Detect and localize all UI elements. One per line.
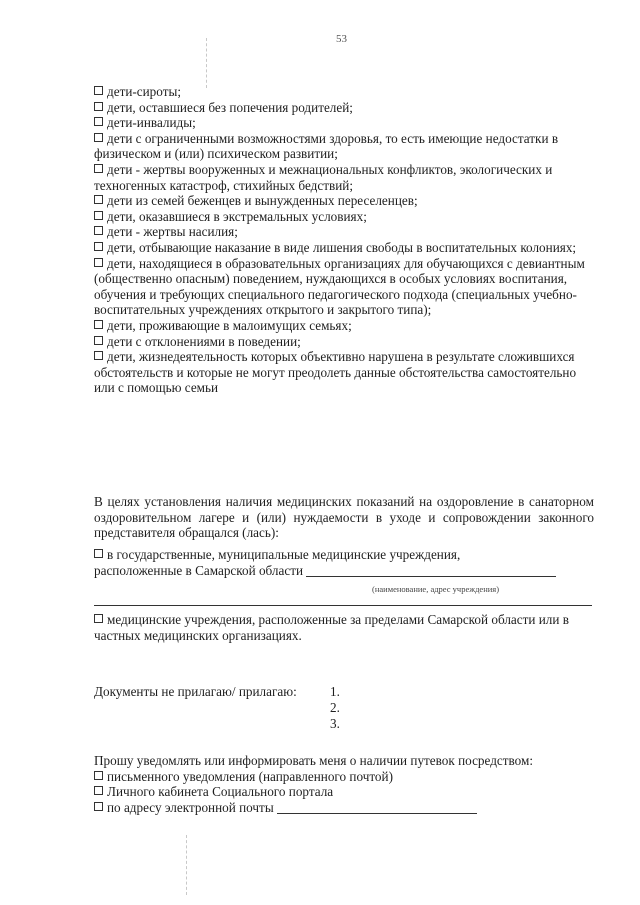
notify-section: [94, 753, 594, 815]
checkbox-icon[interactable]: [94, 211, 103, 220]
medical-option-state: в государственные, муниципальные медицинские учреждения, расположенные в Самарской области: [94, 547, 594, 578]
document-number: 3.: [330, 716, 340, 731]
category-item: дети-инвалиды;: [94, 115, 594, 131]
documents-label: Документы не прилагаю/ прилагаю:: [94, 684, 297, 699]
category-item: дети, оставшиеся без попечения родителей;: [94, 100, 594, 116]
document-number: 1.: [330, 684, 340, 699]
page-number: 53: [336, 33, 347, 45]
category-item: дети, отбывающие наказание в виде лишения свободы в воспитательных колониях;: [94, 240, 594, 256]
checkbox-icon[interactable]: [94, 336, 103, 345]
checkbox-icon[interactable]: [94, 117, 103, 126]
institution-field-line[interactable]: [94, 605, 592, 606]
institution-caption: (наименование, адрес учреждения): [372, 584, 500, 594]
category-item: дети, находящиеся в образовательных организациях для обучающихся с девиантным (общественно опасным) поведением, нуждающихся в особых условиях воспитания, обучения и требующих специального педагогического подхода (специальных учебно-воспитательных учреждениях открытого и закрытого типа);: [94, 255, 585, 318]
scan-artifact: [206, 38, 208, 88]
category-item: дети с ограниченными возможностями здоровья, то есть имеющие недостатки в физическом и (или) психическом развитии;: [94, 130, 559, 162]
institution-field[interactable]: [306, 576, 556, 577]
checkbox-icon[interactable]: [94, 351, 103, 360]
category-item: дети, жизнедеятельность которых объективно нарушена в результате сложившихся обстоятельств и которые не могут преодолеть данные обстоятельства самостоятельно или с помощью семьи: [94, 349, 577, 396]
checkbox-icon[interactable]: [94, 614, 103, 623]
category-item: дети из семей беженцев и вынужденных переселенцев;: [94, 193, 594, 209]
medical-intro: В целях установления наличия медицинских показаний на оздоровление в санаторном оздоровительном лагере и (или) нуждаемости в уходе и сопровождении законного представителя обращался (лась):: [94, 494, 594, 541]
checkbox-icon[interactable]: [94, 258, 103, 267]
checkbox-icon[interactable]: [94, 802, 103, 811]
checkbox-icon[interactable]: [94, 86, 103, 95]
category-item: дети, оказавшиеся в экстремальных условиях;: [94, 209, 594, 225]
checkbox-icon[interactable]: [94, 195, 103, 204]
category-item: дети, проживающие в малоимущих семьях;: [94, 318, 594, 334]
category-item: дети с отклонениями в поведении;: [94, 334, 594, 350]
notify-option: Личного кабинета Социального портала: [94, 784, 594, 800]
checkbox-icon[interactable]: [94, 133, 103, 142]
category-item: дети-сироты;: [94, 84, 594, 100]
checkbox-icon[interactable]: [94, 320, 103, 329]
category-item: дети - жертвы вооруженных и межнациональных конфликтов, экологических и техногенных катастроф, стихийных бедствий;: [94, 161, 553, 193]
category-list: [94, 84, 594, 396]
checkbox-icon[interactable]: [94, 226, 103, 235]
checkbox-icon[interactable]: [94, 242, 103, 251]
checkbox-icon[interactable]: [94, 164, 103, 173]
email-field[interactable]: [277, 813, 477, 814]
document-number: 2.: [330, 700, 340, 715]
notify-intro: Прошу уведомлять или информировать меня о наличии путевок посредством:: [94, 753, 534, 768]
notify-option: по адресу электронной почты: [94, 800, 594, 816]
checkbox-icon[interactable]: [94, 102, 103, 111]
checkbox-icon[interactable]: [94, 549, 103, 558]
scan-artifact: [186, 835, 188, 895]
medical-option-other: медицинские учреждения, расположенные за пределами Самарской области или в частных медицинских организациях.: [94, 612, 569, 643]
notify-option: письменного уведомления (направленного почтой): [94, 769, 594, 785]
category-item: дети - жертвы насилия;: [94, 224, 594, 240]
checkbox-icon[interactable]: [94, 786, 103, 795]
checkbox-icon[interactable]: [94, 771, 103, 780]
